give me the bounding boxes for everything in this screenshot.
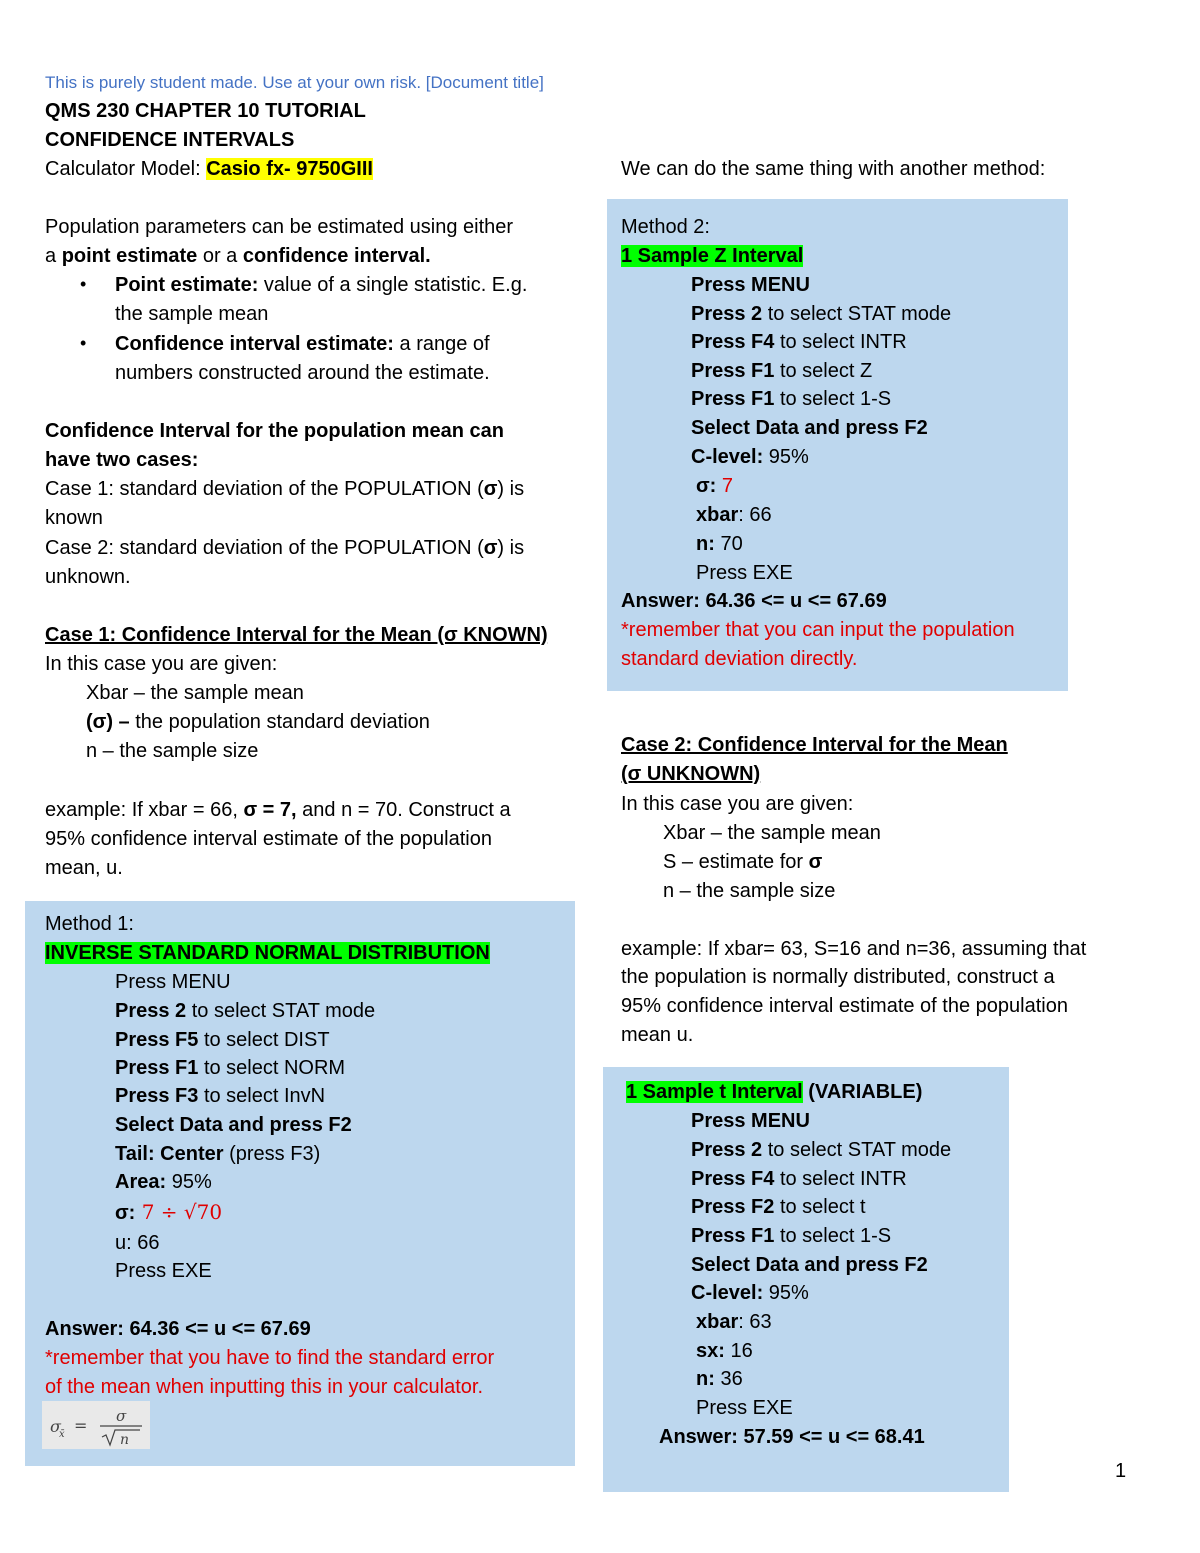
- case-1-summary-cont: known: [45, 507, 103, 529]
- method-2-note-cont: standard deviation directly.: [621, 648, 858, 670]
- bullet-term: Confidence interval estimate:: [115, 333, 394, 355]
- step-text: 95%: [763, 446, 809, 468]
- method-t-step: Press EXE: [696, 1397, 793, 1419]
- given-text: the population standard deviation: [129, 711, 430, 733]
- method-t-step: [696, 1308, 772, 1337]
- field-label: n:: [696, 533, 715, 555]
- method-1-note-cont: of the mean when inputting this in your calculator.: [45, 1376, 484, 1398]
- sigma-symbol: σ: [808, 851, 823, 873]
- step-text: to select INTR: [774, 331, 907, 353]
- intro-line-1: Population parameters can be estimated using either: [45, 216, 514, 238]
- given-sigma: [86, 708, 430, 737]
- method-1-step: [115, 1168, 212, 1197]
- bullet-point-estimate: [115, 271, 527, 300]
- case-text: Case 1: standard deviation of the POPULATION (: [45, 478, 484, 500]
- step-text: to select 1-S: [774, 388, 892, 410]
- bullet-icon: •: [80, 274, 87, 294]
- given-s: [663, 848, 822, 877]
- standard-error-formula-image: [42, 1401, 150, 1449]
- method-t-step: Press MENU: [691, 1110, 810, 1132]
- intro-term-point: point estimate: [61, 245, 198, 267]
- case-text: Case 2: standard deviation of the POPULATION (: [45, 537, 484, 559]
- method-t-step: [696, 1365, 743, 1394]
- case-1-summary: [45, 475, 524, 504]
- method-2-step: [696, 472, 733, 501]
- calculator-model: [45, 155, 373, 184]
- intro-text: or a: [197, 245, 243, 267]
- intro-term-interval: confidence interval.: [242, 245, 431, 267]
- svg-text:n: n: [120, 1432, 130, 1448]
- method-t-step: [691, 1222, 891, 1251]
- step-text: 16: [724, 1340, 753, 1362]
- intro-text: a: [45, 245, 62, 267]
- field-label: xbar: [696, 504, 739, 526]
- key-press: Press F2: [691, 1196, 775, 1218]
- field-label: σ:: [115, 1202, 136, 1224]
- method-t-title: [626, 1078, 922, 1107]
- field-label: C-level:: [691, 446, 764, 468]
- method-1-answer: Answer: 64.36 <= u <= 67.69: [45, 1318, 311, 1340]
- method-1-step: [115, 1198, 222, 1228]
- method-1-step: [115, 1026, 330, 1055]
- field-label: sx:: [696, 1340, 725, 1362]
- bullet-icon: •: [80, 333, 87, 353]
- case-1-given: In this case you are given:: [45, 653, 278, 675]
- given-n: n – the sample size: [663, 880, 836, 902]
- standard-error-formula: [42, 1401, 150, 1449]
- sigma-input-value: 7: [716, 475, 734, 497]
- svg-text:x̄: x̄: [59, 1429, 65, 1440]
- field-label: C-level:: [691, 1282, 764, 1304]
- svg-text:σ: σ: [116, 1407, 127, 1425]
- bullet-term: Point estimate:: [115, 274, 259, 296]
- method-1-step: Select Data and press F2: [115, 1114, 352, 1136]
- step-text: : 66: [738, 504, 772, 526]
- method-t-step: Select Data and press F2: [691, 1254, 928, 1276]
- key-press: Press F1: [691, 388, 775, 410]
- case-2-given: In this case you are given:: [621, 793, 854, 815]
- step-text: to select t: [774, 1196, 866, 1218]
- bullet-text: value of a single statistic. E.g.: [258, 274, 528, 296]
- case-1-example-cont: 95% confidence interval estimate of the population: [45, 828, 492, 850]
- method-2-step: [691, 357, 872, 386]
- page-subtitle: CONFIDENCE INTERVALS: [45, 129, 295, 151]
- method-1-note: *remember that you have to find the standard error: [45, 1347, 495, 1369]
- method-1-step: [115, 1082, 325, 1111]
- case-2-example-cont: the population is normally distributed, construct a: [621, 966, 1055, 988]
- key-press: Press 2: [691, 1139, 763, 1161]
- case-1-example-cont: mean, u.: [45, 857, 123, 879]
- case-2-heading-cont: (σ UNKNOWN): [621, 763, 761, 785]
- step-text: to select Z: [774, 360, 873, 382]
- method-1-step: [115, 997, 375, 1026]
- method-t-step: [691, 1165, 907, 1194]
- case-1-heading: Case 1: Confidence Interval for the Mean (σ KNOWN): [45, 624, 548, 646]
- step-text: 36: [714, 1368, 743, 1390]
- right-intro: We can do the same thing with another method:: [621, 158, 1046, 180]
- step-text: to select InvN: [198, 1085, 326, 1107]
- method-2-title-text: 1 Sample Z Interval: [621, 245, 804, 267]
- method-2-note: *remember that you can input the population: [621, 619, 1015, 641]
- method-1-step: [115, 1054, 345, 1083]
- method-t-answer: Answer: 57.59 <= u <= 68.41: [659, 1426, 925, 1448]
- case-text: ) is: [497, 478, 525, 500]
- method-2-step: Press EXE: [696, 562, 793, 584]
- key-press: Press F1: [691, 1225, 775, 1247]
- page-title: QMS 230 CHAPTER 10 TUTORIAL: [45, 100, 366, 122]
- method-2-step: [691, 300, 951, 329]
- sigma-input-value: 7 ÷ √70: [135, 1200, 223, 1224]
- method-t-step: [691, 1136, 951, 1165]
- step-text: to select DIST: [198, 1029, 330, 1051]
- step-text: 95%: [763, 1282, 809, 1304]
- method-2-step: [696, 530, 743, 559]
- case-2-example-cont: mean u.: [621, 1024, 694, 1046]
- method-1-label: Method 1:: [45, 913, 134, 935]
- given-text: S – estimate for: [663, 851, 809, 873]
- method-t-title-suffix: (VARIABLE): [802, 1081, 923, 1103]
- method-2-step: [696, 501, 772, 530]
- method-1-step: Press MENU: [115, 971, 231, 993]
- method-1-title: [45, 939, 490, 968]
- case-1-example: [45, 796, 511, 825]
- step-text: to select 1-S: [774, 1225, 892, 1247]
- bullet-text: a range of: [393, 333, 490, 355]
- field-label: Area:: [115, 1171, 167, 1193]
- step-text: : 63: [738, 1311, 772, 1333]
- svg-text:=: =: [74, 1416, 88, 1435]
- key-press: Press F1: [115, 1057, 199, 1079]
- method-2-step: Select Data and press F2: [691, 417, 928, 439]
- method-2-step: Press MENU: [691, 274, 810, 296]
- header-note: This is purely student made. Use at your own risk. [Document title]: [45, 73, 544, 92]
- method-2-step: [691, 443, 809, 472]
- step-text: to select STAT mode: [186, 1000, 376, 1022]
- svg-text:σ: σ: [50, 1417, 61, 1436]
- method-2-answer: Answer: 64.36 <= u <= 67.69: [621, 590, 887, 612]
- step-text: 70: [714, 533, 743, 555]
- step-text: to select NORM: [198, 1057, 346, 1079]
- method-2-title: [621, 242, 803, 271]
- method-1-step: u: 66: [115, 1232, 160, 1254]
- method-1-title-text: INVERSE STANDARD NORMAL DISTRIBUTION: [45, 942, 490, 964]
- method-t-step: [691, 1279, 809, 1308]
- intro-line-2: [45, 242, 431, 271]
- method-t-step: [691, 1193, 866, 1222]
- method-2-step: [691, 328, 907, 357]
- case-2-example: example: If xbar= 63, S=16 and n=36, assuming that: [621, 938, 1087, 960]
- method-2-step: [691, 385, 891, 414]
- key-press: Press F1: [691, 360, 775, 382]
- key-press: Press F3: [115, 1085, 199, 1107]
- case-2-example-cont: 95% confidence interval estimate of the population: [621, 995, 1068, 1017]
- field-label: Tail: Center: [115, 1143, 224, 1165]
- step-text: to select STAT mode: [762, 1139, 952, 1161]
- method-1-step: Press EXE: [115, 1260, 212, 1282]
- example-text: example: If xbar = 66,: [45, 799, 244, 821]
- calculator-label: Calculator Model:: [45, 158, 207, 180]
- case-2-heading: Case 2: Confidence Interval for the Mean: [621, 734, 1008, 756]
- case-2-summary-cont: unknown.: [45, 566, 131, 588]
- step-text: to select INTR: [774, 1168, 907, 1190]
- step-text: 95%: [166, 1171, 212, 1193]
- method-1-step: [115, 1140, 320, 1169]
- method-t-title-text: 1 Sample t Interval: [626, 1081, 803, 1103]
- sigma-symbol: σ: [483, 537, 498, 559]
- cases-heading: Confidence Interval for the population mean can: [45, 420, 504, 442]
- given-xbar: Xbar – the sample mean: [663, 822, 881, 844]
- case-2-summary: [45, 534, 524, 563]
- step-text: to select STAT mode: [762, 303, 952, 325]
- given-xbar: Xbar – the sample mean: [86, 682, 304, 704]
- step-text: (press F3): [223, 1143, 321, 1165]
- cases-heading-cont: have two cases:: [45, 449, 199, 471]
- field-label: xbar: [696, 1311, 739, 1333]
- key-press: Press F4: [691, 1168, 775, 1190]
- field-label: σ:: [696, 475, 717, 497]
- example-text: and n = 70. Construct a: [296, 799, 511, 821]
- method-t-step: [696, 1337, 753, 1366]
- key-press: Press F5: [115, 1029, 199, 1051]
- method-2-label: Method 2:: [621, 216, 710, 238]
- bullet-confidence-interval-cont: numbers constructed around the estimate.: [115, 362, 490, 384]
- page-number: 1: [1115, 1460, 1127, 1482]
- key-press: Press 2: [691, 303, 763, 325]
- field-label: n:: [696, 1368, 715, 1390]
- given-n: n – the sample size: [86, 740, 259, 762]
- key-press: Press F4: [691, 331, 775, 353]
- sigma-term: (σ) –: [86, 711, 130, 733]
- bullet-point-estimate-cont: the sample mean: [115, 303, 269, 325]
- sigma-symbol: σ: [483, 478, 498, 500]
- key-press: Press 2: [115, 1000, 187, 1022]
- bullet-confidence-interval: [115, 330, 490, 359]
- calculator-model-name: Casio fx- 9750GIII: [206, 158, 373, 180]
- case-text: ) is: [497, 537, 525, 559]
- example-sigma: σ = 7,: [243, 799, 297, 821]
